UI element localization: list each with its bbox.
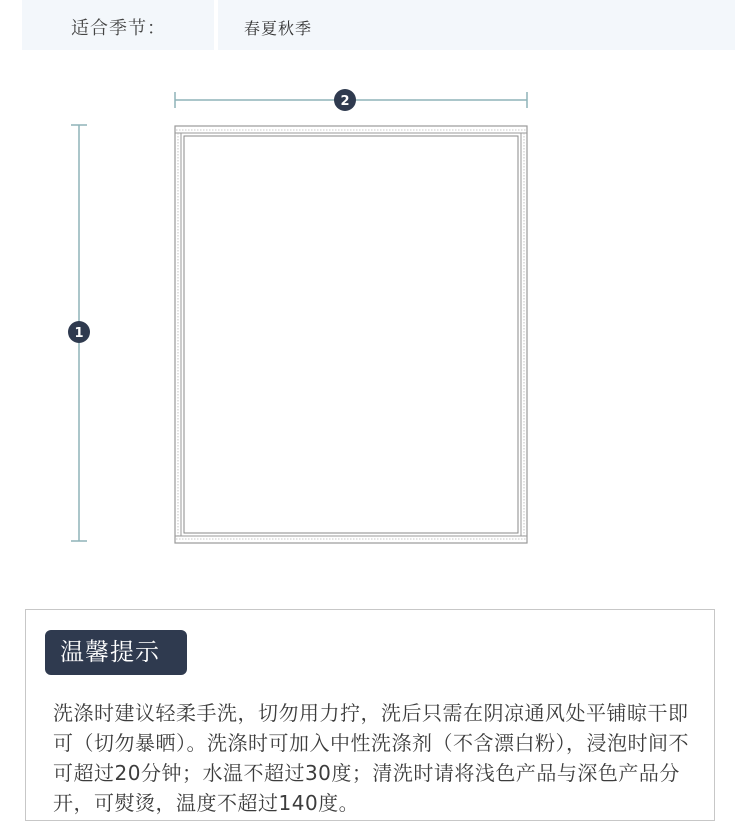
width-marker-number: 2: [340, 94, 350, 109]
mat-outer-border: [175, 126, 527, 543]
length-dimension: [68, 125, 90, 541]
care-tips-body: 洗涤时建议轻柔手洗，切勿用力拧，洗后只需在阴凉通风处平铺晾干即可（切勿暴晒）。洗涤时可加入中性洗涤剂（不含漂白粉），浸泡时间不可超过20分钟；水温不超过30度；清洗时请将浅色产品与深色产品分开，可熨烫，温度不超过140度。: [53, 701, 689, 815]
season-label-cell: [22, 0, 214, 50]
season-row: [22, 0, 735, 50]
length-marker-number: 1: [74, 326, 84, 341]
season-value-cell: [218, 0, 735, 50]
width-dimension: [175, 89, 527, 111]
season-value: 春夏秋季: [244, 19, 313, 38]
care-tips-heading: 温馨提示: [45, 630, 187, 675]
size-diagram-svg: [0, 80, 750, 560]
care-tips-box: [25, 609, 715, 821]
mat-outline: [175, 126, 527, 543]
season-label: 适合季节：: [71, 18, 166, 39]
size-diagram: [0, 80, 750, 560]
